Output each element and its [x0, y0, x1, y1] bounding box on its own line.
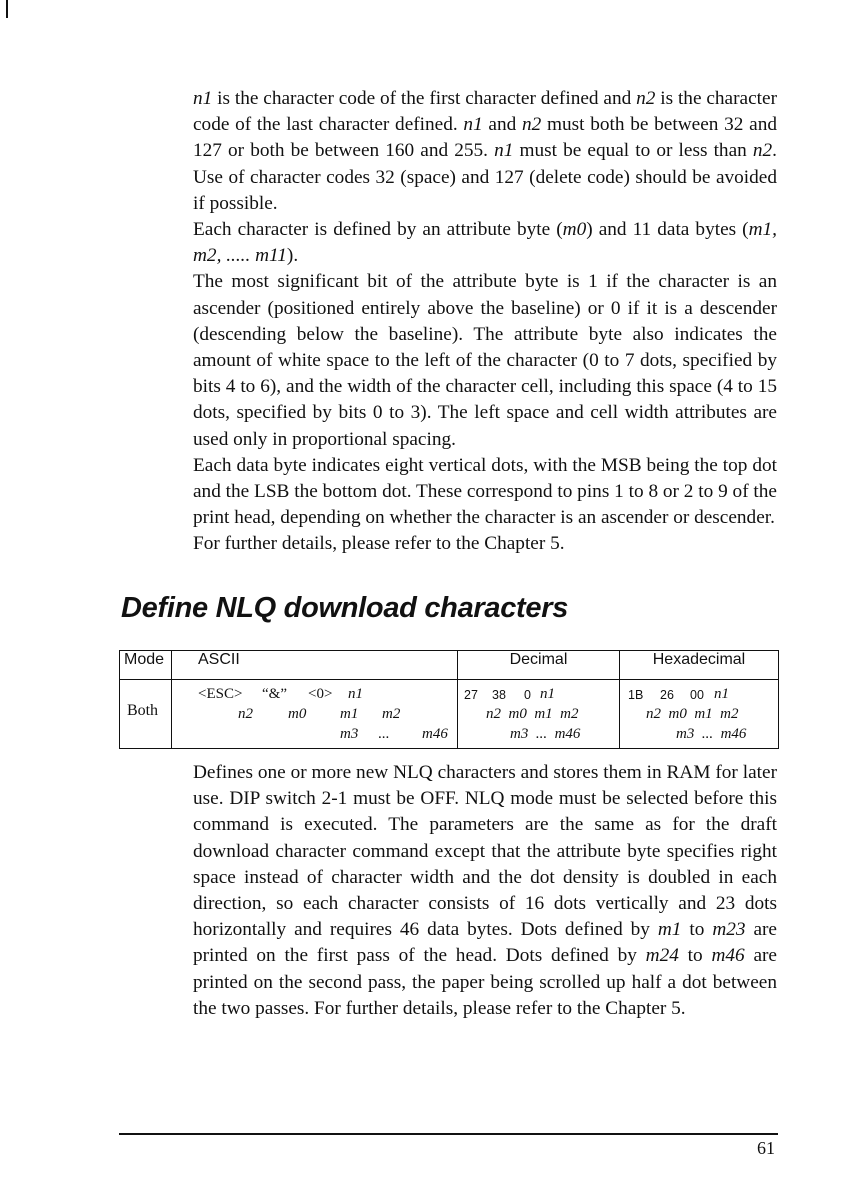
ascii-m1: m1	[340, 706, 359, 722]
ascii-dots: ...	[378, 726, 390, 742]
section-title: Define NLQ download characters	[121, 592, 569, 624]
decimal-sequence	[458, 680, 619, 748]
intro-text	[193, 86, 777, 558]
mode-value: Both	[126, 702, 159, 719]
decimal-cell	[458, 680, 620, 749]
decimal-0: 0	[524, 688, 531, 702]
decimal-27: 27	[464, 688, 478, 702]
hex-sequence	[620, 680, 778, 748]
hex-n1: n1	[714, 686, 729, 702]
ascii-m3: m3	[340, 726, 359, 742]
ascii-m46: m46	[422, 726, 448, 742]
hex-26: 26	[660, 688, 674, 702]
ascii-n2: n2	[238, 706, 253, 722]
hex-00: 00	[690, 688, 704, 702]
intro-paragraph: The most significant bit of the attribute byte is 1 if the character is an ascender (positioned entirely above the baseline) or 0 if it is a descender (descending below the baseline). The attribute byte also indicates the amount of white space to the left of the character (0 to 7 dots, specified by bits 4 to 6), and the width of the character cell, including this space (4 to 15 dots, specified by bits 0 to 3). The left space and cell width attributes are used only in proportional spacing.	[193, 271, 777, 450]
header-hexadecimal: Hexadecimal	[620, 651, 779, 680]
hex-line-3: m3 ... m46	[676, 726, 747, 742]
ascii-n1: n1	[348, 686, 363, 702]
hex-line-2: n2 m0 m1 m2	[646, 706, 739, 722]
description-paragraph: Defines one or more new NLQ characters and stores them in RAM for later use. DIP switch 2-1 must be OFF. NLQ mode must be selected before this command is executed. The parameters are the same as for the draft download character command except that the attribute byte specifies right space instead of character width and the dot density is doubled in each direction, so each character consists of 16 dots vertically and 23 dots horizontally and requires 46 data bytes. Dots defined by m1 to m23 are printed on the first pass of the head. Dots defined by m24 to m46 are printed on the second pass, the paper being scrolled up half a dot between the two passes. For further details, please refer to the Chapter 5.	[193, 762, 777, 1019]
intro-paragraph: Each character is defined by an attribute byte (m0) and 11 data bytes (m1, m2, ..... m11).	[193, 219, 777, 267]
decimal-38: 38	[492, 688, 506, 702]
ascii-m0: m0	[288, 706, 307, 722]
description-text	[193, 760, 777, 1022]
decimal-n1: n1	[540, 686, 555, 702]
intro-paragraph: n1 is the character code of the first character defined and n2 is the character code of the last character defined. n1 and n2 must both be between 32 and 127 or both be between 160 and 255. n1 must be equal to or less than n2. Use of character codes 32 (space) and 127 (delete code) should be avoided if possible.	[193, 88, 777, 214]
footer-rule	[119, 1133, 778, 1135]
table-row	[120, 680, 779, 749]
decimal-line-3: m3 ... m46	[510, 726, 581, 742]
margin-mark	[6, 0, 8, 18]
header-decimal: Decimal	[458, 651, 620, 680]
page-number: 61	[757, 1138, 775, 1158]
ascii-esc: <ESC>	[198, 686, 243, 702]
header-mode: Mode	[120, 651, 172, 680]
ascii-amp: “&”	[262, 686, 287, 702]
ascii-zero: <0>	[308, 686, 333, 702]
intro-paragraph: For further details, please refer to the Chapter 5.	[193, 533, 565, 555]
ascii-sequence	[172, 680, 457, 748]
intro-paragraph: Each data byte indicates eight vertical dots, with the MSB being the top dot and the LSB the bottom dot. These correspond to pins 1 to 8 or 2 to 9 of the print head, depending on whether the character is an ascender or descender.	[193, 454, 777, 529]
ascii-m2: m2	[382, 706, 401, 722]
ascii-cell	[172, 680, 458, 749]
decimal-line-2: n2 m0 m1 m2	[486, 706, 579, 722]
mode-cell	[120, 680, 172, 749]
table-header-row	[120, 651, 779, 680]
command-table	[119, 650, 779, 749]
header-ascii: ASCII	[172, 651, 458, 680]
hex-1b: 1B	[628, 688, 644, 702]
hex-cell	[620, 680, 779, 749]
